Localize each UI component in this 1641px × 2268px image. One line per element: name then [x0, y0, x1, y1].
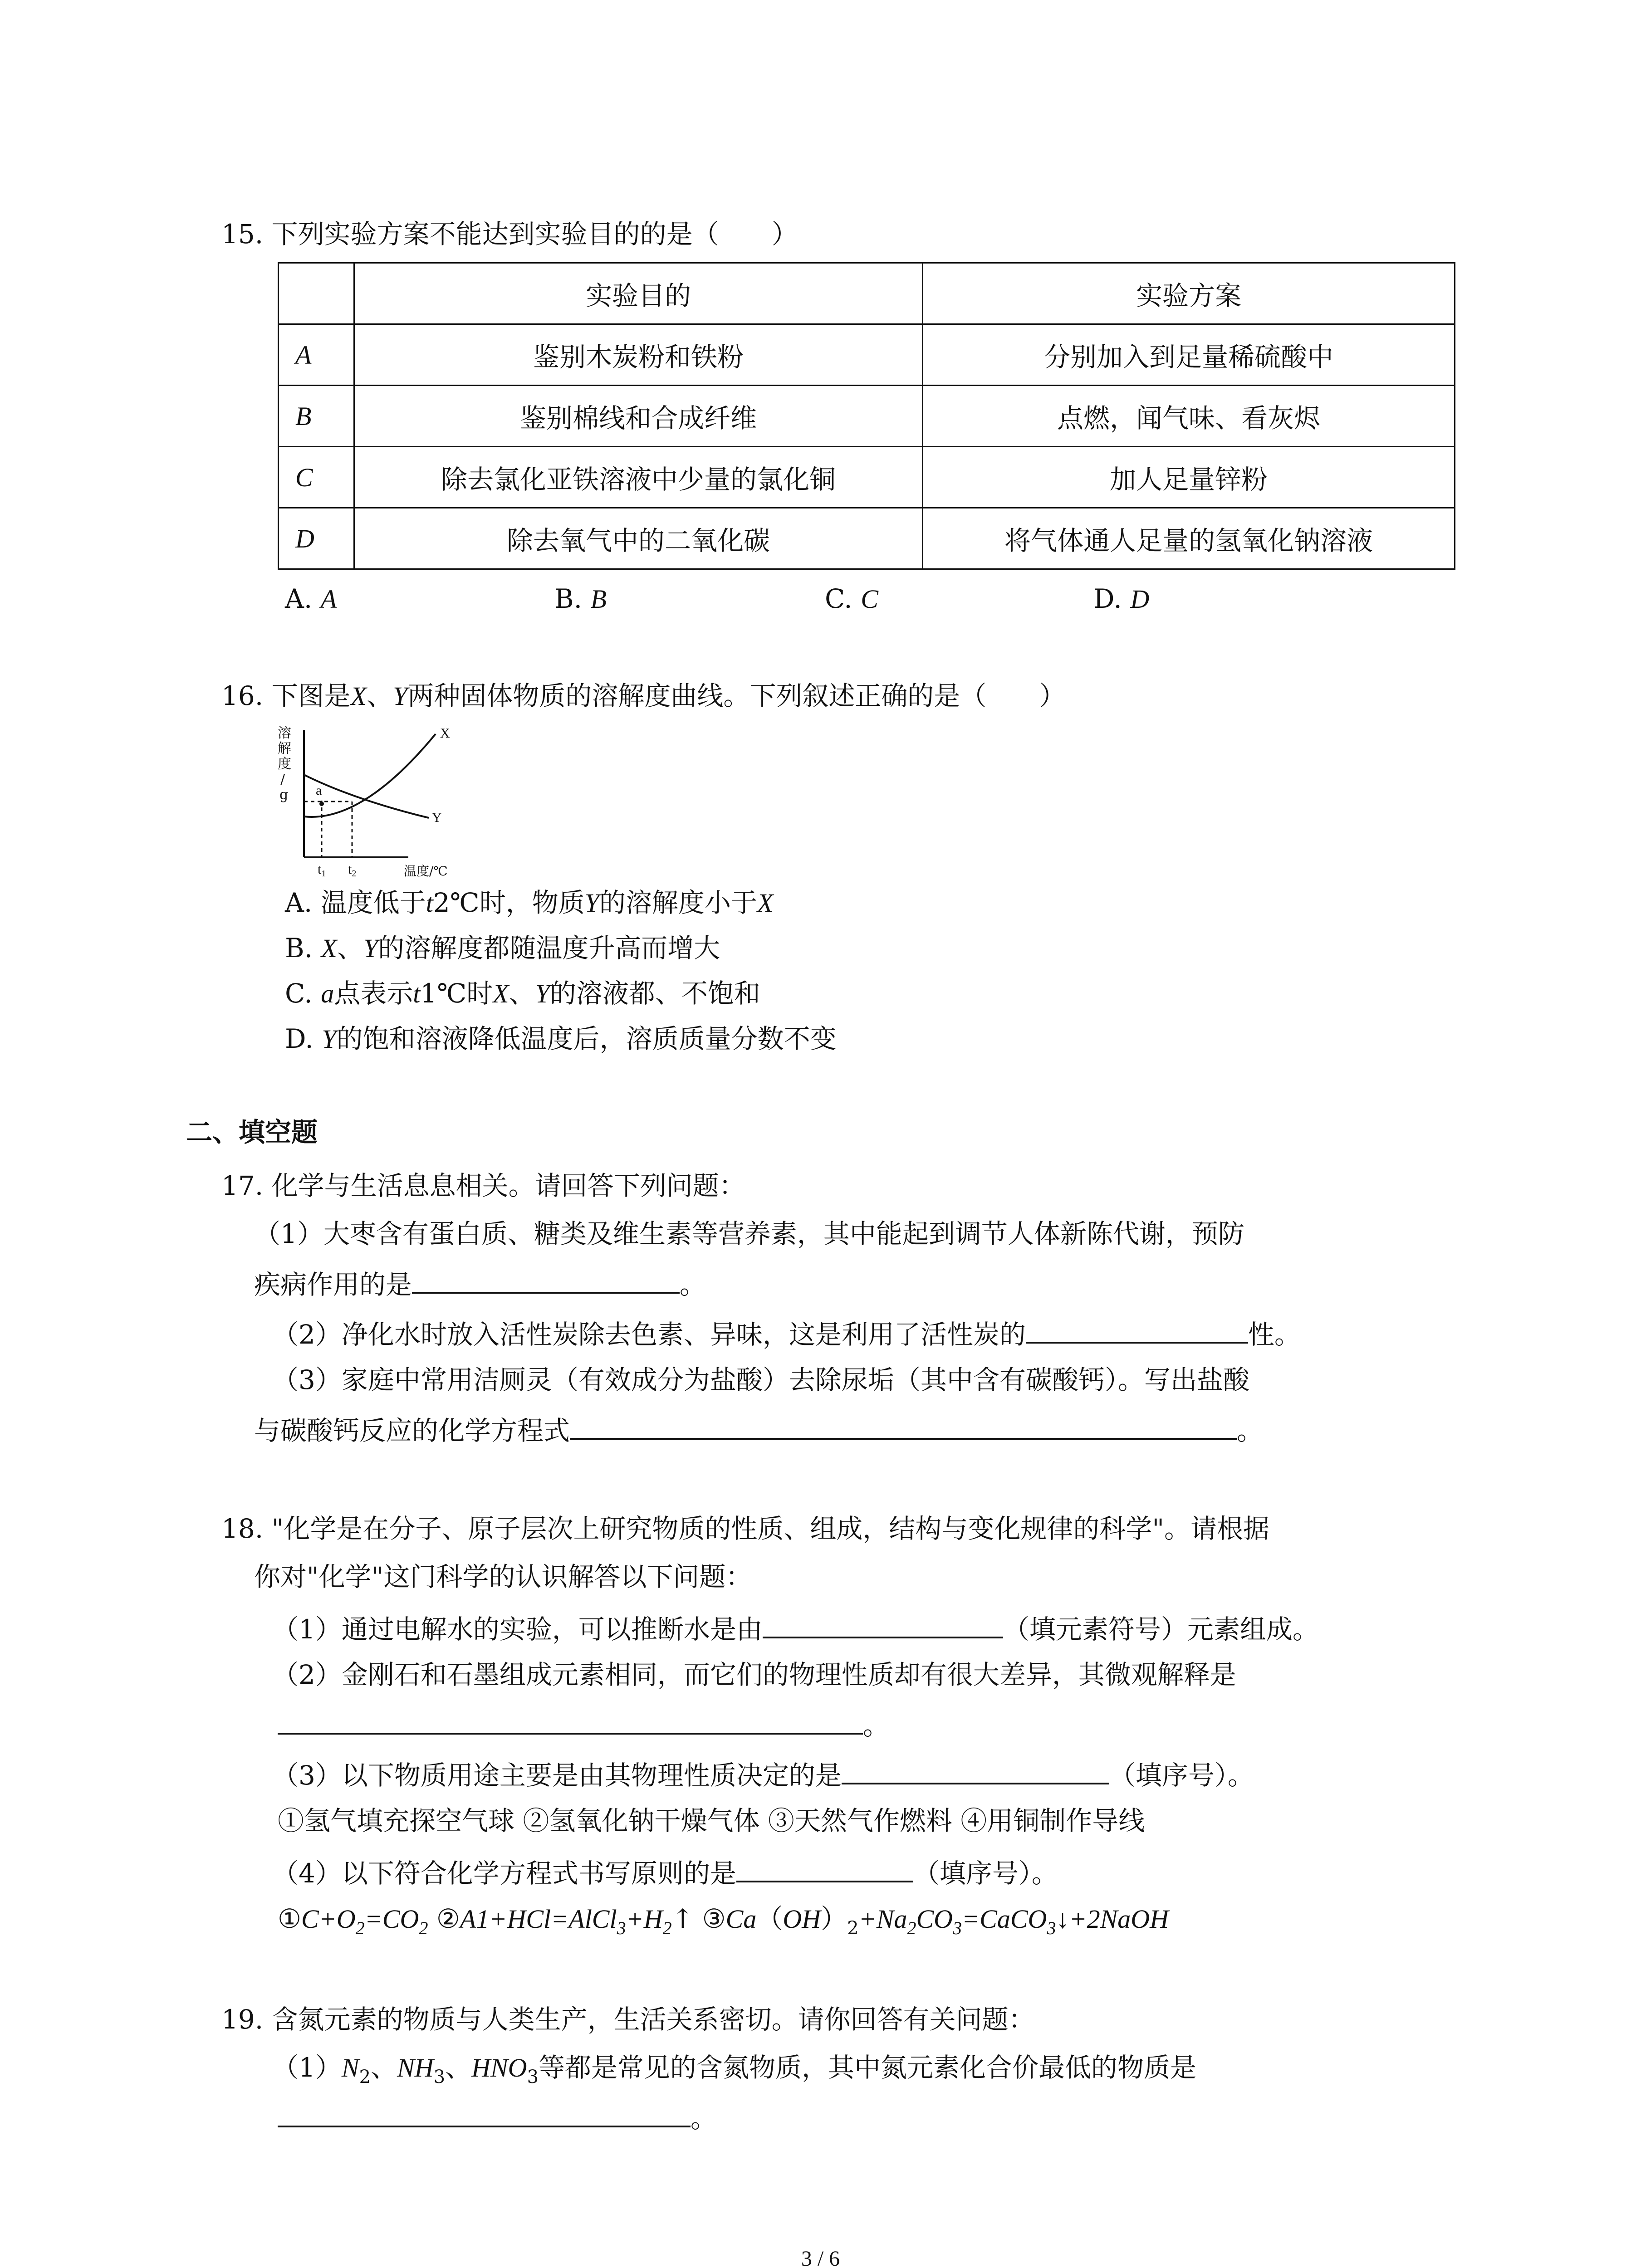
y-axis-label-char: 度: [278, 756, 291, 772]
x-axis-label: 温度/℃: [404, 864, 448, 879]
row-goal: 鉴别木炭粉和铁粉: [354, 324, 923, 386]
curve-y: [304, 775, 429, 818]
y-axis-label-char: 溶: [278, 725, 291, 741]
q15-option-b[interactable]: [554, 581, 607, 617]
y-axis-label-char: g: [279, 787, 289, 803]
option-text: 1℃时: [420, 978, 493, 1009]
row-plan: 加人足量锌粉: [923, 447, 1455, 508]
q18-part2-line1: （2）金刚石和石墨组成元素相同，而它们的物理性质却有很大差异，其微观解释是: [272, 1659, 1236, 1690]
option-key: A.: [285, 583, 313, 614]
question-text: 与碳酸钙反应的化学方程式: [254, 1415, 570, 1446]
stem-text: 两种固体物质的溶解度曲线。下列叙述正确的是（ ）: [407, 680, 1066, 711]
option-text: 2℃时，物质: [433, 887, 585, 918]
question-text: （填序号）。: [1109, 1760, 1254, 1791]
question-text: （填序号）。: [913, 1858, 1058, 1889]
row-plan: 分别加入到足量稀硫酸中: [923, 324, 1455, 386]
option-var: t: [426, 888, 433, 918]
option-value: C: [861, 584, 878, 614]
eq-text: （: [756, 1903, 783, 1934]
option-text: 的饱和溶液降低温度后，溶质质量分数不变: [336, 1023, 837, 1054]
eq-text: ②: [428, 1903, 460, 1934]
stem-text: 16. 下图是: [221, 680, 351, 711]
formula-sub: 2: [359, 2067, 371, 2087]
q19-stem: 19. 含氮元素的物质与人类生产，生活关系密切。请你回答有关问题：: [221, 2004, 1035, 2035]
q18-part1: [272, 1608, 1319, 1647]
curve-y-label: Y: [432, 810, 442, 825]
q18-stem-line2: 你对"化学"这门科学的认识解答以下问题：: [254, 1561, 752, 1592]
option-key: C.: [285, 978, 313, 1009]
question-text: 性。: [1248, 1319, 1301, 1350]
eq-sub: 2: [847, 1918, 859, 1939]
option-key: A.: [285, 887, 313, 918]
q18-stem-line1: 18. "化学是在分子、原子层次上研究物质的性质、组成，结构与变化规律的科学"。请根据: [221, 1513, 1270, 1544]
question-text: 、: [445, 2052, 472, 2083]
answer-blank[interactable]: [736, 1853, 913, 1882]
question-text: 。: [1237, 1415, 1264, 1446]
tick-main: t: [348, 862, 352, 877]
option-var: Y: [363, 934, 378, 963]
option-text: 的溶解度小于: [599, 887, 757, 918]
section-heading: 二、填空题: [186, 1117, 318, 1148]
tick-sub: 2: [352, 869, 357, 879]
question-text: 。: [691, 2103, 717, 2134]
t1-tick-label: [318, 862, 326, 879]
q18-part2-line2: [278, 1705, 889, 1744]
answer-blank[interactable]: [278, 1705, 863, 1735]
row-label: A: [279, 324, 354, 386]
eq-text: +H: [626, 1904, 663, 1934]
y-axis-label-char: 解: [278, 741, 291, 757]
q16-option-b[interactable]: [285, 930, 720, 967]
option-value: B: [590, 584, 607, 614]
eq-text: +Na: [858, 1904, 907, 1934]
question-text: 、: [371, 2052, 397, 2083]
point-a-marker: [319, 802, 324, 806]
formula: N: [341, 2053, 359, 2082]
option-key: D.: [1093, 583, 1122, 614]
option-text: 点表示: [334, 978, 413, 1009]
q16-option-d[interactable]: [285, 1021, 837, 1057]
table-row: [279, 447, 1455, 508]
question-text: 。: [680, 1269, 706, 1300]
q15-option-a[interactable]: [285, 581, 337, 617]
table-corner-cell: [279, 263, 354, 324]
eq-text: A1+HCl=AlCl: [460, 1904, 617, 1934]
eq-sub: 2: [907, 1918, 916, 1938]
option-var: X: [321, 934, 337, 963]
q17-part1-line1: （1）大枣含有蛋白质、糖类及维生素等营养素，其中能起到调节人体新陈代谢，预防: [254, 1218, 1244, 1249]
table-header-plan: 实验方案: [923, 263, 1455, 324]
table-header-row: [279, 263, 1455, 324]
row-goal: 除去氧气中的二氧化碳: [354, 508, 923, 569]
eq-text: ↓+2NaOH: [1056, 1904, 1169, 1934]
q16-option-c[interactable]: [285, 975, 760, 1012]
q19-part1: [272, 2049, 1196, 2095]
answer-blank[interactable]: [570, 1410, 1237, 1440]
eq-text: =CaCO: [962, 1904, 1047, 1934]
stem-var-x: X: [350, 681, 367, 711]
row-label: D: [279, 508, 354, 569]
answer-blank[interactable]: [1026, 1314, 1248, 1344]
stem-text: 、: [367, 680, 393, 711]
q15-option-d[interactable]: [1093, 581, 1149, 617]
option-value: D: [1130, 584, 1150, 614]
answer-blank[interactable]: [763, 1608, 1003, 1638]
tick-sub: 1: [321, 869, 326, 879]
row-label: B: [279, 386, 354, 447]
option-key: C.: [825, 583, 852, 614]
eq-text: ①: [278, 1903, 301, 1934]
point-a-label: a: [316, 783, 322, 798]
row-label: C: [279, 447, 354, 508]
curve-x-label: X: [440, 726, 450, 741]
q17-stem: 17. 化学与生活息息相关。请回答下列问题：: [221, 1170, 745, 1201]
question-text: （1）: [272, 2052, 342, 2083]
eq-sub: 2: [662, 1918, 672, 1938]
q15-option-c[interactable]: [825, 581, 878, 617]
eq-sub: 3: [1047, 1918, 1056, 1938]
q16-option-a[interactable]: [285, 885, 773, 921]
table-row: [279, 386, 1455, 447]
eq-text: ）: [821, 1903, 847, 1934]
question-text: 疾病作用的是: [254, 1269, 412, 1300]
formula-sub: 3: [433, 2067, 446, 2087]
option-key: D.: [285, 1023, 314, 1054]
question-text: 等都是常见的含氮物质，其中氮元素化合价最低的物质是: [539, 2052, 1197, 2083]
stem-var-y: Y: [393, 681, 408, 711]
question-text: （2）净化水时放入活性炭除去色素、异味，这是利用了活性炭的: [272, 1319, 1026, 1350]
row-plan: 点燃，闻气味、看灰烬: [923, 386, 1455, 447]
option-key: B.: [285, 933, 313, 963]
eq-sub: 3: [617, 1918, 626, 1938]
row-goal: 鉴别棉线和合成纤维: [354, 386, 923, 447]
option-text: 、: [337, 933, 363, 963]
option-var: Y: [584, 888, 599, 918]
option-text: 的溶解度都随温度升高而增大: [378, 933, 720, 963]
option-key: B.: [554, 583, 583, 614]
option-var: t: [413, 979, 421, 1008]
q17-part2: [272, 1314, 1301, 1353]
option-text: 、: [509, 978, 535, 1009]
q15-table: [278, 262, 1455, 570]
y-axis-label-char: /: [280, 772, 285, 787]
row-goal: 除去氯化亚铁溶液中少量的氯化铜: [354, 447, 923, 508]
q18-equations: [278, 1901, 1169, 1946]
eq-sub: 2: [419, 1918, 428, 1938]
option-text: 温度低于: [320, 887, 426, 918]
answer-blank[interactable]: [278, 2097, 691, 2127]
option-var: Y: [322, 1024, 337, 1054]
eq-text: Ca: [725, 1904, 757, 1934]
tick-main: t: [318, 862, 322, 877]
option-var: X: [493, 979, 509, 1008]
table-row: [279, 324, 1455, 386]
q19-part1-answer: [278, 2097, 717, 2136]
eq-sub: 2: [355, 1918, 365, 1938]
option-value: A: [320, 584, 337, 614]
formula: HNO: [471, 2053, 527, 2082]
row-plan: 将气体通人足量的氢氧化钠溶液: [923, 508, 1455, 569]
q18-part4: [272, 1853, 1058, 1892]
eq-sub: 3: [953, 1918, 962, 1938]
q16-stem: [221, 678, 1065, 714]
eq-text: OH: [783, 1904, 821, 1934]
eq-text: ↑ ③: [671, 1903, 726, 1934]
solubility-curve-figure: [272, 721, 490, 885]
table-row: [279, 508, 1455, 569]
option-var: X: [757, 888, 774, 918]
q18-part3: [272, 1755, 1254, 1794]
eq-text: CO: [916, 1904, 953, 1934]
formula-sub: 3: [527, 2067, 539, 2087]
page-number: 3 / 6: [801, 2247, 840, 2268]
table-header-goal: 实验目的: [354, 263, 923, 324]
q17-part3-line1: （3）家庭中常用洁厕灵（有效成分为盐酸）去除尿垢（其中含有碳酸钙）。写出盐酸: [272, 1364, 1249, 1395]
q18-part3-choices: ①氢气填充探空气球 ②氢氧化钠干燥气体 ③天然气作燃料 ④用铜制作导线: [278, 1805, 1145, 1836]
answer-blank[interactable]: [842, 1755, 1109, 1784]
q17-part3-line2: [254, 1410, 1263, 1449]
question-text: （3）以下物质用途主要是由其物理性质决定的是: [272, 1760, 842, 1791]
eq-text: =CO: [364, 1904, 419, 1934]
question-text: （1）通过电解水的实验，可以推断水是由: [272, 1614, 763, 1645]
answer-blank[interactable]: [412, 1264, 680, 1294]
question-text: （填元素符号）元素组成。: [1003, 1614, 1319, 1645]
option-var: Y: [535, 979, 550, 1008]
formula: NH: [397, 2053, 434, 2082]
q17-part1-line2: [254, 1264, 706, 1303]
option-var: a: [321, 979, 334, 1008]
question-text: 。: [863, 1710, 890, 1741]
option-text: 的溶液都、不饱和: [549, 978, 760, 1009]
q15-stem: 15. 下列实验方案不能达到实验目的的是（ ）: [221, 219, 798, 249]
eq-text: C+O: [301, 1904, 356, 1934]
t2-tick-label: [348, 862, 356, 879]
question-text: （4）以下符合化学方程式书写原则的是: [272, 1858, 736, 1889]
